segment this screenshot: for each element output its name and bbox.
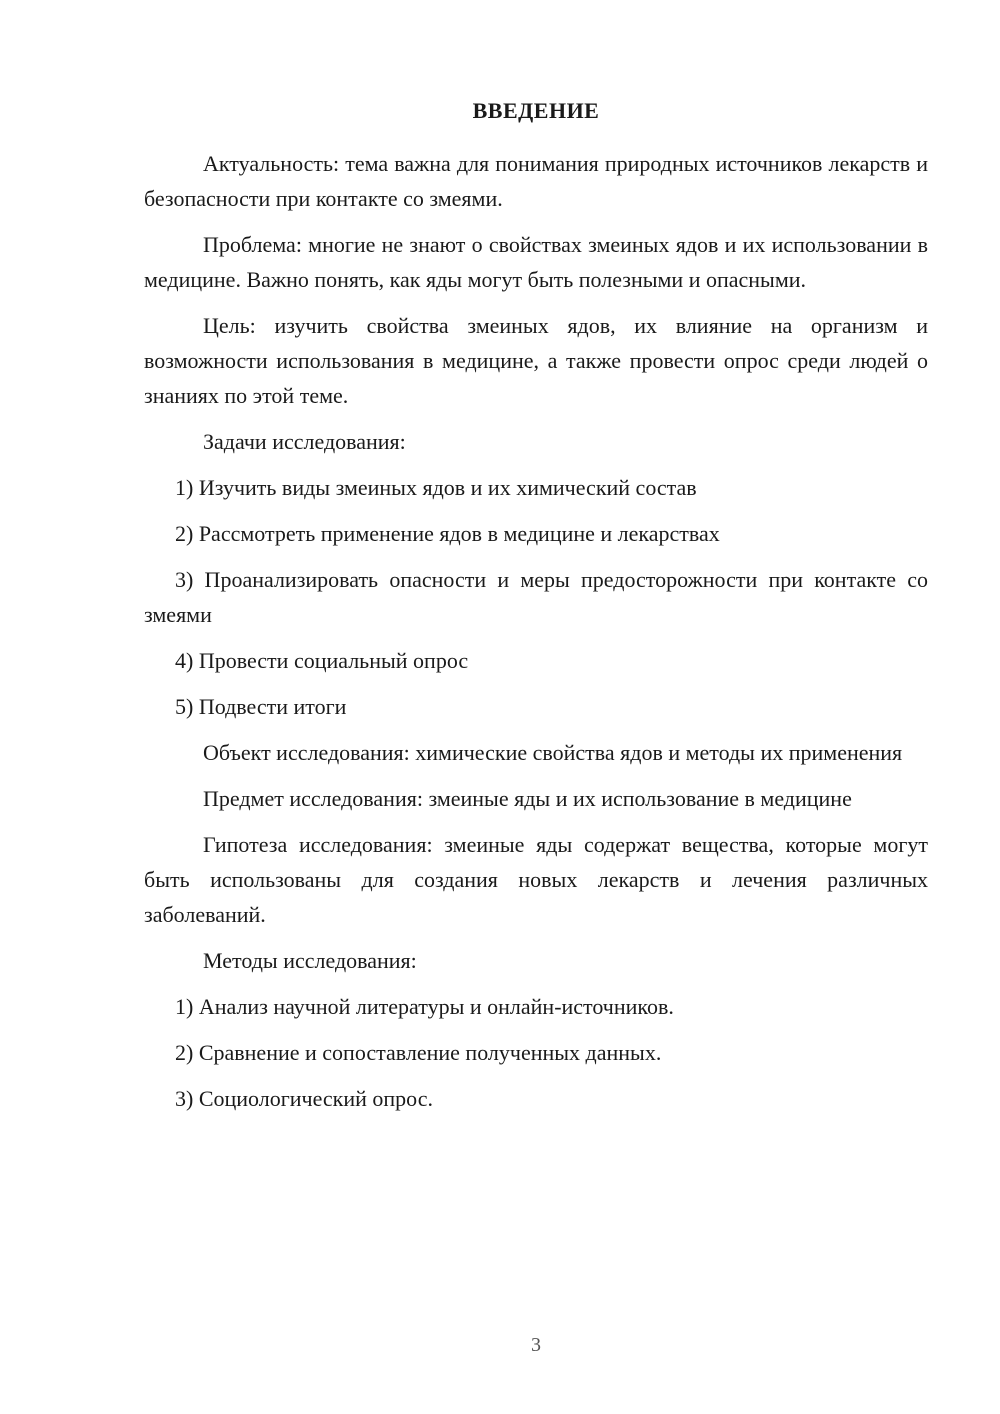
method-item-3: 3) Социологический опрос.: [175, 1086, 433, 1111]
paragraph-methods-heading: Методы исследования:: [203, 948, 417, 973]
task-item-1: 1) Изучить виды змеиных ядов и их химический состав: [175, 475, 697, 500]
paragraph-problem: Проблема: многие не знают о свойствах змеиных ядов и их использовании в медицине. Важно понять, как яды могут быть полезными и опасными.: [144, 232, 928, 292]
document-page: [144, 96, 928, 1127]
page-number: 3: [531, 1334, 541, 1356]
paragraph-subject: Предмет исследования: змеиные яды и их использование в медицине: [203, 786, 852, 811]
task-item-3: 3) Проанализировать опасности и меры предосторожности при контакте со змеями: [144, 567, 928, 627]
task-item-5: 5) Подвести итоги: [175, 694, 347, 719]
task-item-4: 4) Провести социальный опрос: [175, 648, 469, 673]
paragraph-tasks-heading: Задачи исследования:: [203, 429, 406, 454]
paragraph-object: Объект исследования: химические свойства ядов и методы их применения: [203, 740, 903, 765]
paragraph-hypothesis: Гипотеза исследования: змеиные яды содержат вещества, которые могут быть использованы для создания новых лекарств и лечения различных заболеваний.: [144, 832, 928, 927]
paragraph-relevance: Актуальность: тема важна для понимания природных источников лекарств и безопасности при контакте со змеями.: [144, 151, 928, 211]
task-item-2: 2) Рассмотреть применение ядов в медицине и лекарствах: [175, 521, 720, 546]
page-title: ВВЕДЕНИЕ: [472, 98, 600, 123]
method-item-2: 2) Сравнение и сопоставление полученных данных.: [175, 1040, 662, 1065]
method-item-1: 1) Анализ научной литературы и онлайн-источников.: [175, 994, 674, 1019]
paragraph-goal: Цель: изучить свойства змеиных ядов, их влияние на организм и возможности использования в медицине, а также провести опрос среди людей о знаниях по этой теме.: [144, 313, 928, 408]
